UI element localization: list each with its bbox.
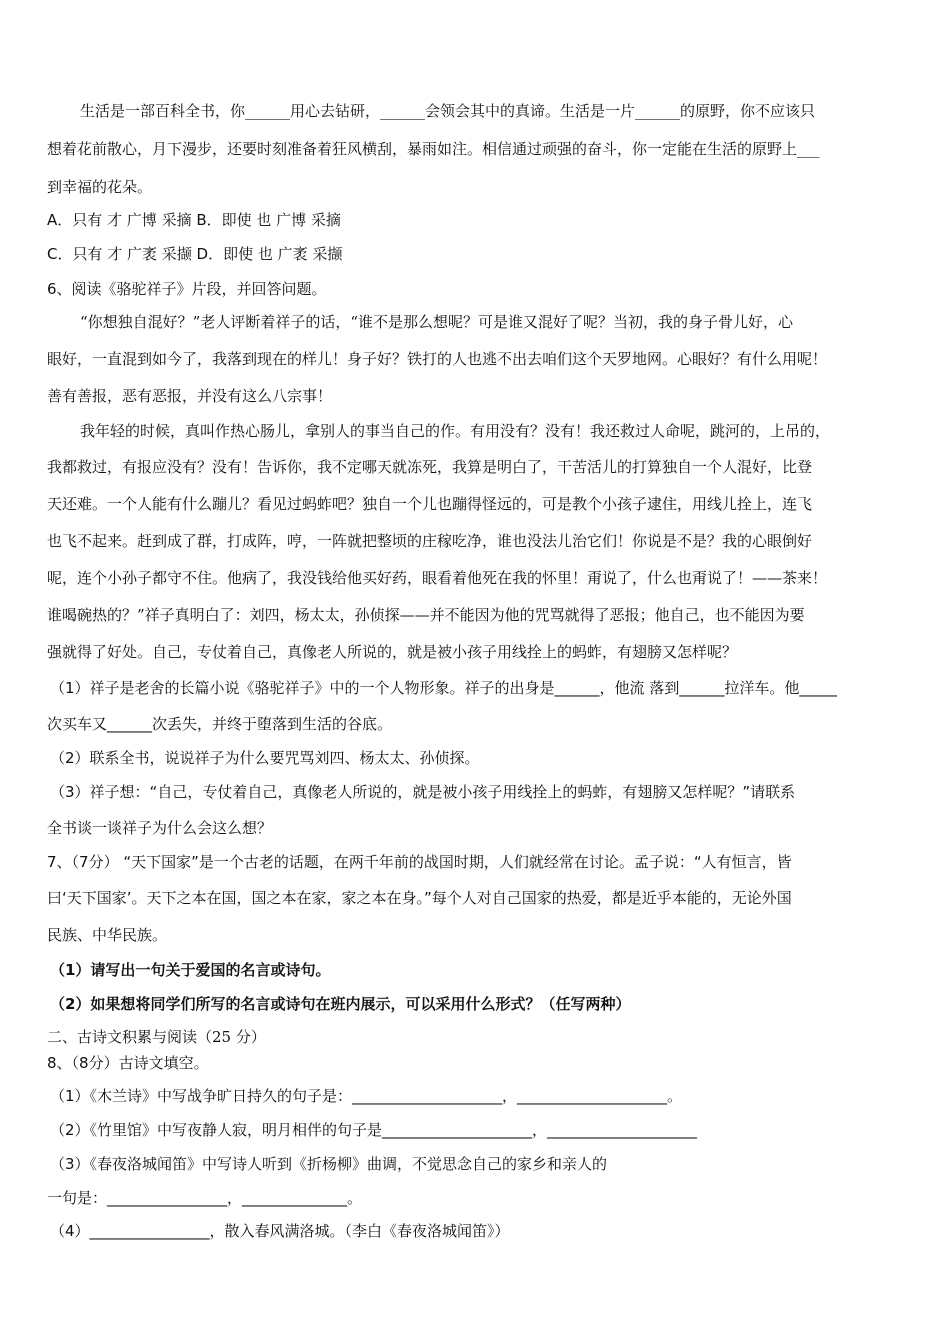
q6-para1-line: 善有善报，恶有恶报，并没有这么八宗事！ [47, 387, 333, 405]
q5-passage-line: 想着花前散心，月下漫步，还要时刻准备着狂风横刮，暴雨如注。相信通过顽强的奋斗，你一定能在生活的原野上___ [47, 140, 820, 158]
q5-passage-line: 生活是一部百科全书，你______用心去钻研，______会领会其中的真谛。生活是一片______的原野，你不应该只 [80, 102, 816, 120]
q5-options-cd: C．只有 才 广袤 采撷 D．即使 也 广袤 采撷 [47, 245, 343, 263]
q8-sub3-line: 一句是：________________，______________。 [47, 1189, 363, 1207]
q6-para2-line: 我年轻的时候，真叫作热心肠儿，拿别人的事当自己的作。有用没有？没有！我还救过人命呢，跳河的，上吊的， [80, 422, 831, 440]
q7-stem-line: 7、（7分） “天下国家”是一个古老的话题，在两千年前的战国时期，人们就经常在讨论。孟子说：“人有恒言，皆 [47, 853, 792, 871]
q8-sub2: （2）《竹里馆》中写夜静人寂，明月相伴的句子是____________________，____________________ [50, 1121, 698, 1139]
q6-para2-line: 呢，连个小孙子都守不住。他病了，我没钱给他买好药，眼看着他死在我的怀里！甭说了，什么也甭说了！——茶来！ [47, 569, 828, 587]
q7-sub1: （1）请写出一句关于爱国的名言或诗句。 [50, 961, 331, 979]
q5-options-ab: A．只有 才 广博 采摘 B．即使 也 广博 采摘 [47, 211, 341, 229]
section-heading: 二、古诗文积累与阅读（25 分） [47, 1028, 266, 1046]
q7-stem-line: 民族、中华民族。 [47, 926, 168, 944]
q8-sub3-line: （3）《春夜洛城闻笛》中写诗人听到《折杨柳》曲调，不觉思念自己的家乡和亲人的 [50, 1155, 608, 1173]
q6-para2-line: 强就得了好处。自己，专仗着自己，真像老人所说的，就是被小孩子用线拴上的蚂蚱，有翅膀又怎样呢？ [47, 643, 738, 661]
q6-para2-line: 也飞不起来。赶到成了群，打成阵，哼，一阵就把整顷的庄稼吃净，谁也没法儿治它们！你说是不是？我的心眼倒好 [47, 532, 813, 550]
q6-para1-line: 眼好，一直混到如今了，我落到现在的样儿！身子好？铁打的人也逃不出去咱们这个天罗地网。心眼好？有什么用呢！ [47, 350, 828, 368]
q6-para2-line: 谁喝碗热的？”祥子真明白了：刘四，杨太太，孙侦探——并不能因为他的咒骂就得了恶报；他自己，也不能因为要 [47, 606, 805, 624]
q6-sub1-line: （1）祥子是老舍的长篇小说《骆驼祥子》中的一个人物形象。祥子的出身是______，他流 落到______拉洋车。他_____ [50, 679, 837, 697]
q8-sub4: （4）________________，散入春风满洛城。（李白《春夜洛城闻笛》） [50, 1222, 510, 1240]
q6-sub1-line: 次买车又______次丢失，并终于堕落到生活的谷底。 [47, 715, 393, 733]
q8-sub1: （1）《木兰诗》中写战争旷日持久的句子是：____________________，____________________。 [50, 1087, 683, 1105]
q5-passage-line: 到幸福的花朵。 [47, 178, 153, 196]
q6-sub3-line: 全书谈一谈祥子为什么会这么想？ [47, 819, 273, 837]
q7-sub2: （2）如果想将同学们所写的名言或诗句在班内展示，可以采用什么形式？（任写两种） [50, 995, 631, 1013]
q6-para1-line: “你想独自混好？”老人评断着祥子的话，“谁不是那么想呢？可是谁又混好了呢？当初，我的身子骨儿好，心 [80, 313, 794, 331]
q8-title: 8、（8分）古诗文填空。 [47, 1054, 209, 1072]
q7-stem-line: 曰‘天下国家’。天下之本在国，国之本在家，家之本在身。”每个人对自己国家的热爱，都是近乎本能的，无论外国 [47, 889, 792, 907]
q6-para2-line: 天还难。一个人能有什么蹦儿？看见过蚂蚱吧？独自一个儿也蹦得怪远的，可是教个小孩子逮住，用线儿拴上，连飞 [47, 495, 813, 513]
q6-sub2: （2）联系全书，说说祥子为什么要咒骂刘四、杨太太、孙侦探。 [50, 749, 480, 767]
q6-sub3-line: （3）祥子想：“自己，专仗着自己，真像老人所说的，就是被小孩子用线拴上的蚂蚱，有翅膀又怎样呢？”请联系 [50, 783, 796, 801]
q6-para2-line: 我都救过，有报应没有？没有！告诉你，我不定哪天就冻死，我算是明白了，干苦活儿的打算独自一个人混好，比登 [47, 458, 813, 476]
q6-title: 6、阅读《骆驼祥子》片段，并回答问题。 [47, 280, 327, 298]
